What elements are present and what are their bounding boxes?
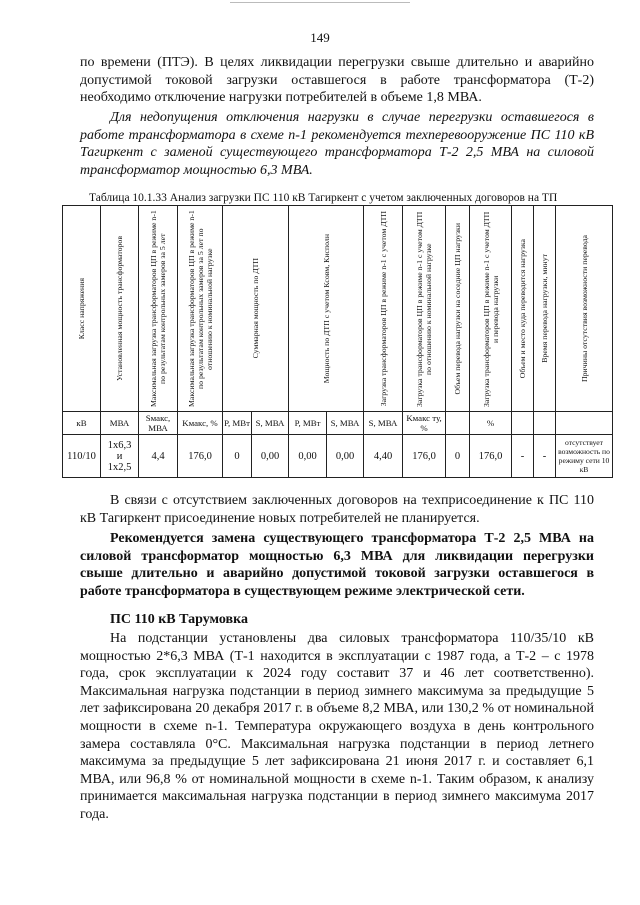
table-row bbox=[63, 435, 613, 478]
header-cell: Максимальная загрузка трансформаторов ЦП в режиме n-1 по результатам контрольных замеров за 5 лет bbox=[139, 206, 178, 412]
load-analysis-table bbox=[62, 205, 613, 478]
unit-cell: кВ bbox=[63, 412, 101, 435]
data-cell: 0,00 bbox=[289, 435, 327, 478]
header-cell: Суммарная мощность по ДТП bbox=[223, 206, 289, 412]
paragraph-tarumovka: На подстанции установлены два силовых трансформатора 110/35/10 кВ мощностью 2*6,3 МВА (Т-1 находится в эксплуатации с 1987 года, а Т-2 – с 1978 года, срок эксплуатации к 2024 году составит 37 и 46 лет соответственно). Максимальная нагрузка подстанции в период зимнего максимума за предыдущие 5 лет зафиксирована 20 декабря 2017 г. в объеме 8,2 МВА, или 130,2 % от номинальной мощности в схеме n-1. Температура окружающего воздуха в день контрольного замера составляла 0°C. Максимальная нагрузка подстанции в период летнего максимума за предыдущие 5 лет зафиксирована 21 июня 2017 г. и составляет 6,1 МВА, или 96,8 % от номинальной мощности в схеме n-1. Таким образом, к анализу принимается максимальная нагрузка подстанции в период зимнего максимума 2017 года. bbox=[80, 631, 594, 822]
data-cell: 0,00 bbox=[252, 435, 289, 478]
data-cell: - bbox=[534, 435, 556, 478]
data-cell: 4,40 bbox=[364, 435, 403, 478]
table-units-row bbox=[63, 412, 613, 435]
header-cell: Объем и место куда переводится нагрузка bbox=[512, 206, 534, 412]
data-cell: 176,0 bbox=[470, 435, 512, 478]
header-cell: Максимальная загрузка трансформаторов ЦП в режиме n-1 по результатам контрольных замеров за 5 лет по отношению к номинальной нагрузке bbox=[178, 206, 223, 412]
unit-cell: P, МВт bbox=[223, 412, 252, 435]
unit-cell bbox=[556, 412, 613, 435]
unit-cell: Kмакс ту, % bbox=[403, 412, 446, 435]
data-cell: 0,00 bbox=[327, 435, 364, 478]
unit-cell bbox=[446, 412, 470, 435]
paragraph-overload-text: по времени (ПТЭ). В целях ликвидации перегрузки свыше длительно и аварийно допустимой токовой загрузки оставшегося в работе трансформатора (Т-2) необходимо отключение нагрузки потребителей в объеме 1,8 МВА. bbox=[80, 55, 594, 106]
data-cell: 0 bbox=[223, 435, 252, 478]
header-cell: Загрузка трансформаторов ЦП в режиме n-1 с учетом ДТП и перевода нагрузки bbox=[470, 206, 512, 412]
unit-cell bbox=[512, 412, 534, 435]
data-cell: 0 bbox=[446, 435, 470, 478]
unit-cell: Sмакс, МВА bbox=[139, 412, 178, 435]
header-cell: Установленная мощность трансформаторов bbox=[101, 206, 139, 412]
header-cell: Мощность по ДТП с учетом Ксовм, Кисполн bbox=[289, 206, 364, 412]
reason-cell: отсутствует возможность по режиму сети 10 кВ bbox=[556, 435, 613, 478]
unit-cell bbox=[534, 412, 556, 435]
data-cell: 176,0 bbox=[403, 435, 446, 478]
scan-top-line bbox=[230, 2, 410, 3]
data-cell: 176,0 bbox=[178, 435, 223, 478]
unit-cell: S, МВА bbox=[252, 412, 289, 435]
header-cell: Класс напряжения bbox=[63, 206, 101, 412]
header-cell: Объем перевода нагрузки на соседние ЦП нагрузки bbox=[446, 206, 470, 412]
table-header-row bbox=[63, 206, 613, 412]
paragraph-recommendation-bold: Рекомендуется замена существующего трансформатора Т-2 2,5 МВА на силовой трансформатор мощностью 6,3 МВА для ликвидации перегрузки свыше длительно и аварийно допустимой токовой загрузки оставшегося в работе трансформатора в существующем режиме электрической сети. bbox=[80, 531, 594, 599]
paragraph-no-contracts: В связи с отсутствием заключенных договоров на техприсоединение к ПС 110 кВ Тагиркент присоединение новых потребителей не планируется. bbox=[80, 493, 594, 526]
header-cell: Загрузка трансформаторов ЦП в режиме n-1 с учетом ДТП bbox=[364, 206, 403, 412]
voltage-cell: 110/10 bbox=[63, 435, 101, 478]
data-cell: 4,4 bbox=[139, 435, 178, 478]
unit-cell: Kмакс, % bbox=[178, 412, 223, 435]
installed-capacity-cell: 1х6,3 и 1х2,5 bbox=[101, 435, 139, 478]
unit-cell: S, МВА bbox=[327, 412, 364, 435]
table-caption: Таблица 10.1.33 Анализ загрузки ПС 110 кВ Тагиркент с учетом заключенных договоров на ТП bbox=[89, 192, 558, 204]
unit-cell: % bbox=[470, 412, 512, 435]
header-cell: Загрузка трансформаторов ЦП в режиме n-1 с учетом ДТП по отношению к номинальной нагрузке bbox=[403, 206, 446, 412]
section-heading: ПС 110 кВ Тарумовка bbox=[110, 612, 248, 627]
unit-cell: S, МВА bbox=[364, 412, 403, 435]
unit-cell: P, МВт bbox=[289, 412, 327, 435]
data-cell: - bbox=[512, 435, 534, 478]
unit-cell: МВА bbox=[101, 412, 139, 435]
page-number: 149 bbox=[310, 30, 330, 45]
header-cell: Время перевода нагрузки, минут bbox=[534, 206, 556, 412]
header-cell: Причины отсутствия возможности перевода bbox=[556, 206, 613, 412]
paragraph-recommendation-italic: Для недопущения отключения нагрузки в случае перегрузки оставшегося в работе трансформатора в схеме n-1 рекомендуется техперевооружение ПС 110 кВ Тагиркент с заменой существующего трансформатора Т-2 2,5 МВА на силовой трансформатор мощностью 6,3 МВА. bbox=[80, 110, 594, 178]
